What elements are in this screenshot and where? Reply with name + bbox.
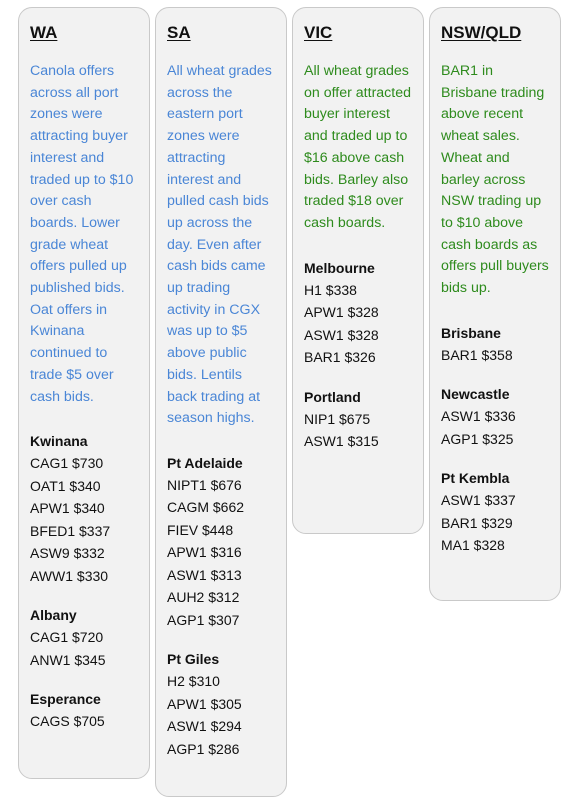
price-item: CAGS $705: [30, 713, 105, 730]
region-card-nsw-qld: [429, 7, 561, 601]
price-item: ASW9 $332: [30, 545, 105, 562]
port-block: [441, 322, 549, 367]
price-item: FIEV $448: [167, 521, 234, 538]
port-block: [30, 430, 138, 587]
region-summary: Canola offers across all port zones were attracting buyer interest and traded up to $10 over cash boards. Lower grade wheat offers pulled up published bids. Oat offers in Kwinana continued to trade $5 over cash bids.: [30, 63, 134, 405]
port-block: [30, 604, 138, 671]
price-item: AGP1 $307: [167, 611, 240, 628]
region-title: SA: [167, 23, 191, 42]
port-name: Newcastle: [441, 386, 510, 403]
price-item: APW1 $328: [304, 304, 379, 321]
port-block: [304, 386, 412, 453]
price-item: APW1 $340: [30, 500, 105, 517]
port-name: Portland: [304, 388, 361, 405]
price-item: APW1 $305: [167, 695, 242, 712]
port-block: [441, 467, 549, 557]
price-item: ASW1 $328: [304, 326, 379, 343]
price-item: ASW1 $294: [167, 718, 242, 735]
price-item: APW1 $316: [167, 544, 242, 561]
price-item: OAT1 $340: [30, 477, 101, 494]
price-item: BAR1 $329: [441, 514, 513, 531]
price-item: AGP1 $286: [167, 740, 240, 757]
price-item: ASW1 $337: [441, 492, 516, 509]
price-item: NIP1 $675: [304, 410, 371, 427]
port-block: [441, 383, 549, 450]
price-item: BAR1 $326: [304, 349, 376, 366]
port-name: Pt Adelaide: [167, 454, 243, 471]
price-item: ANW1 $345: [30, 651, 106, 668]
port-block: [167, 452, 275, 632]
price-item: H2 $310: [167, 673, 220, 690]
price-item: ASW1 $336: [441, 408, 516, 425]
region-summary: All wheat grades on offer attracted buyer interest and traded up to $16 above cash bids. Barley also traded $18 over cash boards.: [304, 63, 412, 231]
region-card-sa: [155, 7, 287, 797]
port-name: Brisbane: [441, 324, 501, 341]
price-item: ASW1 $313: [167, 566, 242, 583]
price-item: AUH2 $312: [167, 589, 240, 606]
region-title: VIC: [304, 23, 333, 42]
region-card-wa: [18, 7, 150, 779]
price-item: BFED1 $337: [30, 522, 111, 539]
price-item: ASW1 $315: [304, 433, 379, 450]
price-item: AWW1 $330: [30, 567, 109, 584]
price-item: CAG1 $720: [30, 629, 104, 646]
port-block: [30, 688, 138, 733]
region-summary: BAR1 in Brisbane trading above recent wheat sales. Wheat and barley across NSW trading up to $10 above cash boards as offers pull buyers bids up.: [441, 63, 549, 297]
price-item: BAR1 $358: [441, 346, 513, 363]
port-block: [167, 648, 275, 760]
price-item: AGP1 $325: [441, 430, 514, 447]
port-name: Pt Giles: [167, 651, 220, 668]
region-card-vic: [292, 7, 424, 534]
region-title: NSW/QLD: [441, 23, 522, 42]
port-block: [304, 257, 412, 369]
price-item: NIPT1 $676: [167, 476, 242, 493]
price-item: MA1 $328: [441, 537, 505, 554]
price-item: CAG1 $730: [30, 455, 104, 472]
price-item: H1 $338: [304, 281, 357, 298]
port-name: Pt Kembla: [441, 470, 510, 487]
region-summary: All wheat grades across the eastern port zones were attracting interest and pulled cash bids up across the day. Even after cash bids came up trading activity in CGX was up to $5 above public bids. Lentils back trading at season highs.: [167, 63, 272, 427]
port-name: Albany: [30, 607, 77, 624]
port-name: Esperance: [30, 691, 101, 708]
port-name: Kwinana: [30, 433, 88, 450]
region-title: WA: [30, 23, 58, 42]
price-item: CAGM $662: [167, 499, 245, 516]
port-name: Melbourne: [304, 259, 375, 276]
